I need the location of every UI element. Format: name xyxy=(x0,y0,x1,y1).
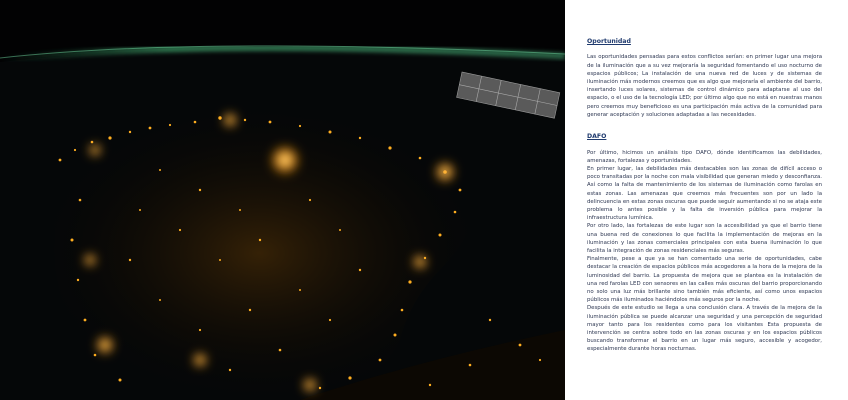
section-oportunidad xyxy=(587,38,822,119)
paragraph: Las oportunidades pensadas para estos conflictos serían: en primer lugar una mejora de la iluminación que a su vez mejoraría la seguridad fomentando el uso nocturno de espacios públicos; La instalación de una nueva red de luces y de sistemas de iluminación más modernos creemos que es algo que mejoraría el ambiente del barrio, insertando luces solares, sistemas de control dinámico para adaptarse al uso del espacio, o el uso de la tecnología LED; por último algo que no está en nuestras manos pero creemos muy beneficioso es una participación más activa de la comunidad para generar aceptación y soluciones adaptadas a las necesidades. xyxy=(587,54,822,118)
malaga-glow xyxy=(302,377,318,393)
paragraph: Por último, hicimos un análisis tipo DAFO, dónde identificamos las debilidades, amenazas, fortalezas y oportunidades. xyxy=(587,149,822,164)
madrid-glow xyxy=(269,144,301,176)
valencia-glow xyxy=(412,254,428,270)
sevilla-glow xyxy=(192,352,208,368)
porto-glow xyxy=(83,253,97,267)
barcelona-glow xyxy=(434,161,456,183)
bilbao-glow xyxy=(222,112,238,128)
paragraph: Por otro lado, las fortalezas de este lugar son la accesibilidad ya que el barrio tiene una buena red de conexiones lo que facilita la implementación de mejoras en la iluminación y las zonas comerciales principales con esta buena iluminación lo que facilita la integración de zonas residenciales más seguras. xyxy=(587,223,822,254)
paragraph: Después de este estudio se llega a una conclusión clara. A través de la mejora de la iluminación pública se puede alcanzar una seguridad y una percepción de seguridad mayor tanto para los residentes como para los visitantes Esta propuesta de intervención se centra sobre todo en las zonas oscuras y en los espacios públicos buscando transformar el barrio en un lugar más seguro, accesible y acogedor, especialmente durante horas nocturnas. xyxy=(587,305,822,353)
paragraph: En primer lugar, las debilidades más destacables son las zonas de difícil acceso o poco transitadas por la noche con mala visibilidad que generan miedo y desconfianza. Así como la falta de mantenimiento de los sistemas de iluminación como farolas en estas zonas. Las amenazas que creemos más frecuentes son por un lado la delincuencia en estas zonas oscuras que puede seguir aumentando si no se ataja este problema lo antes posible y la falta de inversión pública para mejorar la infraestructura lumínica. xyxy=(587,165,822,222)
text-column xyxy=(565,0,848,400)
paragraph: Finalmente, pese a que ya se han comentado una serie de oportunidades, cabe destacar la creación de espacios públicos más acogedores a la hora de la mejora de la luminosidad del barrio. La propuesta de mejora que se plantea es la instalación de una red farolas LED con sensores en las calles más oscuras del barrio proporcionando no solo una luz más brillante sino también más eficiente, así como unos espacios públicos más iluminados haciéndolos más seguros por la noche. xyxy=(587,256,822,304)
galicia-glow xyxy=(88,143,102,157)
section-heading-oportunidad: Oportunidad xyxy=(587,38,631,45)
section-heading-dafo: DAFO xyxy=(587,133,607,141)
lisbon-glow xyxy=(95,335,115,355)
section-dafo xyxy=(587,133,822,354)
